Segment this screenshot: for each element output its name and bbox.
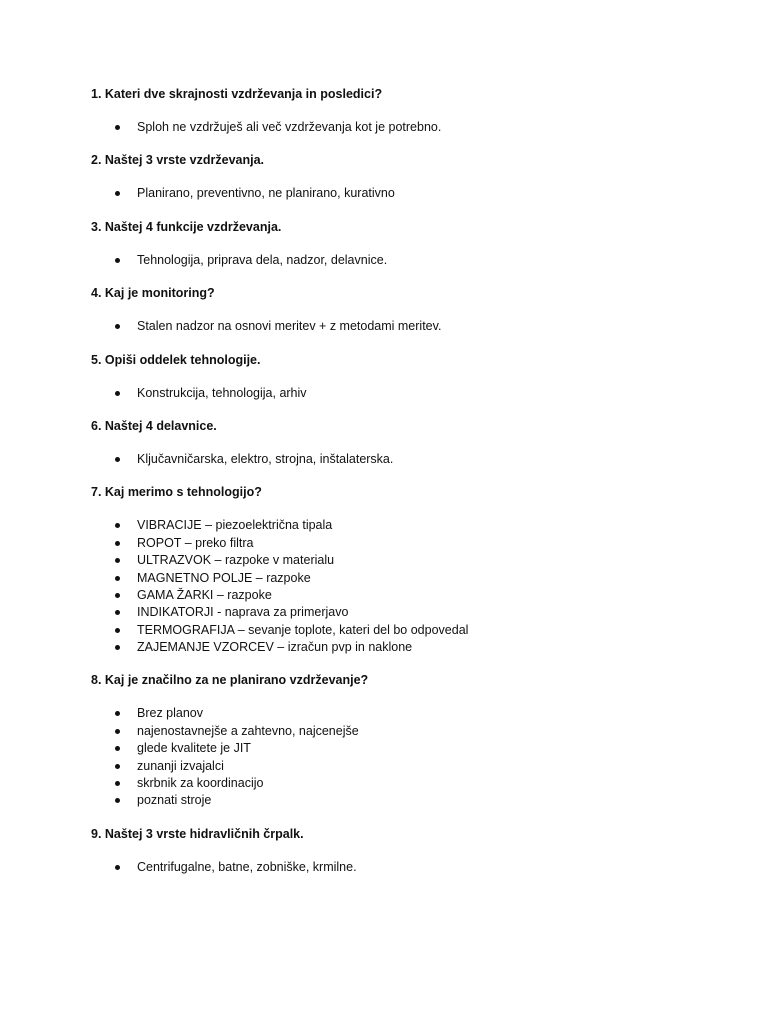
answer-item: INDIKATORJI - naprava za primerjavo	[91, 604, 731, 621]
answer-list	[91, 385, 731, 402]
answer-item: Konstrukcija, tehnologija, arhiv	[91, 385, 731, 402]
question-heading: 2. Naštej 3 vrste vzdrževanja.	[91, 153, 265, 168]
answer-item: ZAJEMANJE VZORCEV – izračun pvp in naklone	[91, 639, 731, 656]
answer-item: Tehnologija, priprava dela, nadzor, delavnice.	[91, 252, 731, 269]
question-heading: 1. Kateri dve skrajnosti vzdrževanja in posledici?	[91, 87, 383, 101]
answer-item: zunanji izvajalci	[91, 758, 731, 775]
answer-item: najenostavnejše a zahtevno, najcenejše	[91, 723, 731, 740]
answer-list	[91, 252, 731, 269]
document-body	[91, 86, 731, 876]
answer-item: MAGNETNO POLJE – razpoke	[91, 570, 731, 587]
answer-list	[91, 859, 731, 876]
question-heading: 6. Naštej 4 delavnice.	[91, 418, 217, 433]
question-heading: 5. Opiši oddelek tehnologije.	[91, 352, 261, 367]
answer-list	[91, 119, 731, 136]
answer-item: Stalen nadzor na osnovi meritev + z metodami meritev.	[91, 318, 731, 335]
answer-item: Planirano, preventivno, ne planirano, kurativno	[91, 185, 731, 202]
question-heading: 8. Kaj je značilno za ne planirano vzdrževanje?	[91, 673, 369, 688]
answer-list	[91, 705, 731, 809]
question-heading: 3. Naštej 4 funkcije vzdrževanja.	[91, 219, 282, 234]
answer-item: ROPOT – preko filtra	[91, 535, 731, 552]
question-heading: 4. Kaj je monitoring?	[91, 286, 215, 301]
answer-item: Sploh ne vzdržuješ ali več vzdrževanja kot je potrebno.	[91, 119, 731, 136]
answer-item: glede kvalitete je JIT	[91, 740, 731, 757]
question-heading: 7. Kaj merimo s tehnologijo?	[91, 485, 262, 500]
answer-list	[91, 185, 731, 202]
answer-item: VIBRACIJE – piezoelektrična tipala	[91, 517, 731, 534]
answer-item: Brez planov	[91, 705, 731, 722]
answer-item: ULTRAZVOK – razpoke v materialu	[91, 552, 731, 569]
answer-item: poznati stroje	[91, 792, 731, 809]
question-heading: 9. Naštej 3 vrste hidravličnih črpalk.	[91, 826, 304, 841]
answer-item: GAMA ŽARKI – razpoke	[91, 587, 731, 604]
answer-item: Centrifugalne, batne, zobniške, krmilne.	[91, 859, 731, 876]
answer-list	[91, 318, 731, 335]
answer-item: TERMOGRAFIJA – sevanje toplote, kateri del bo odpovedal	[91, 622, 731, 639]
answer-item: Ključavničarska, elektro, strojna, inštalaterska.	[91, 451, 731, 468]
answer-list	[91, 451, 731, 468]
answer-item: skrbnik za koordinacijo	[91, 775, 731, 792]
answer-list	[91, 517, 731, 656]
